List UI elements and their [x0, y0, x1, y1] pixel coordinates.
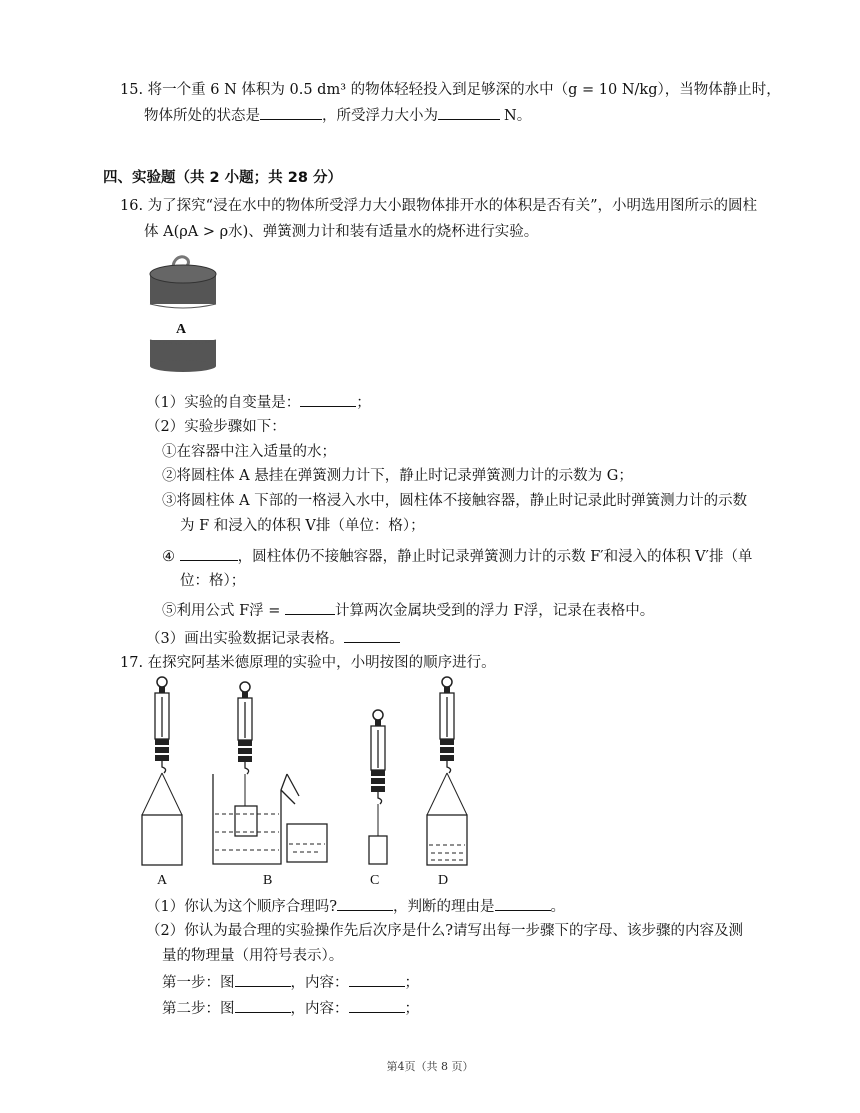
page-footer: 第4页（共 8 页） [386, 1060, 474, 1073]
q16-step-3a: ③将圆柱体 A 下部的一格浸入水中，圆柱体不接触容器，静止时记录此时弹簧测力计的示数 [162, 493, 748, 509]
q17-step-2-text-a: 第二步：图 [162, 1001, 235, 1017]
section-title: 四、实验题（共 2 小题；共 28 分） [103, 170, 342, 186]
q16-step-5-text-b: 计算两次金属块受到的浮力 F浮，记录在表格中。 [335, 603, 655, 619]
figure-d-spring-scale-beaker [425, 675, 475, 870]
q17-line-1: 17. 在探究阿基米德原理的实验中，小明按图的顺序进行。 [120, 655, 496, 671]
q16-sub-2: （2）实验步骤如下： [146, 419, 286, 435]
q17-part-1-text-a: （1）你认为这个顺序合理吗? [146, 899, 337, 915]
q15-text-2b: ，所受浮力大小为 [322, 108, 438, 124]
q16-sub-1 [146, 392, 371, 413]
q17-part-1-text-c: 。 [550, 899, 565, 915]
figure-label-b: B [263, 873, 273, 888]
figure-a-spring-scale-object [140, 675, 190, 870]
q17-blank-reasonable[interactable] [337, 896, 393, 911]
q17-step-1-text-a: 第一步：图 [162, 975, 235, 991]
cylinder-label: A [176, 322, 187, 337]
q16-step-3b: 为 F 和浸入的体积 V排（单位：格）； [180, 518, 425, 534]
q17-blank-step2-figure[interactable] [235, 998, 291, 1013]
q17-blank-reason[interactable] [495, 896, 551, 911]
q17-blank-step1-figure[interactable] [235, 972, 291, 987]
q16-line-1: 16. 为了探究“浸在水中的物体所受浮力大小跟物体排开水的体积是否有关”，小明选用图所示的圆柱 [120, 198, 757, 214]
q17-part-1 [146, 896, 565, 917]
q16-sub-3-text: （3）画出实验数据记录表格。 [146, 631, 344, 647]
q16-step-4-text: ，圆柱体仍不接触容器，静止时记录弹簧测力计的示数 F′和浸入的体积 V′排（单 [237, 549, 753, 565]
q16-step-4b: 位：格）； [180, 573, 246, 589]
figure-label-d: D [438, 873, 449, 888]
figure-label-c: C [370, 873, 380, 888]
q17-step-1-text-b: ，内容： [290, 975, 349, 991]
q15-text-2a: 物体所处的状态是 [144, 108, 260, 124]
q16-step-4a [162, 546, 752, 567]
q16-line-2: 体 A(ρA > ρ水)、弹簧测力计和装有适量水的烧杯进行实验。 [144, 224, 539, 240]
q17-part-1-text-b: ，判断的理由是 [393, 899, 495, 915]
q16-sub-3 [146, 628, 400, 649]
q17-blank-step2-content[interactable] [349, 998, 405, 1013]
q16-blank-table[interactable] [344, 628, 400, 643]
q16-step-5-text-a: ⑤利用公式 F浮 = [162, 603, 281, 619]
q17-step-1 [162, 972, 419, 993]
q16-step-2: ②将圆柱体 A 悬挂在弹簧测力计下，静止时记录弹簧测力计的示数为 G； [162, 468, 633, 484]
q15-line-1 [120, 80, 781, 100]
q17-blank-step1-content[interactable] [349, 972, 405, 987]
q15-blank-force[interactable] [438, 105, 500, 120]
q15-blank-state[interactable] [260, 105, 322, 120]
q17-step-1-text-c: ； [404, 975, 419, 991]
q16-blank-variable[interactable] [300, 392, 356, 407]
q16-step-4-number: ④ [162, 549, 175, 565]
q16-step-5 [162, 600, 654, 621]
figure-c-spring-scale-object [360, 708, 400, 868]
q16-step-1: ①在容器中注入适量的水； [162, 444, 336, 460]
q15-line-2 [144, 105, 531, 126]
q17-part-2b: 量的物理量（用符号表示）。 [162, 948, 344, 964]
cylinder-a-figure [140, 252, 230, 372]
q16-blank-formula[interactable] [285, 600, 335, 615]
figure-label-a: A [157, 873, 168, 888]
q17-step-2-text-c: ； [404, 1001, 419, 1017]
q15-text-2c: N。 [504, 108, 532, 124]
q16-blank-step4[interactable] [180, 546, 238, 561]
q17-step-2 [162, 998, 419, 1019]
figure-b-overflow-beaker [205, 680, 330, 865]
q15-text-1: 15. 将一个重 6 N 体积为 0.5 dm³ 的物体轻轻投入到足够深的水中（g = 10 N/kg），当物体静止时， [120, 82, 781, 98]
q16-sub-1-end: ； [356, 395, 371, 411]
q17-part-2a: （2）你认为最合理的实验操作先后次序是什么?请写出每一步骤下的字母、该步骤的内容及测 [146, 923, 743, 939]
q16-sub-1-text: （1）实验的自变量是： [146, 395, 301, 411]
q17-step-2-text-b: ，内容： [290, 1001, 349, 1017]
